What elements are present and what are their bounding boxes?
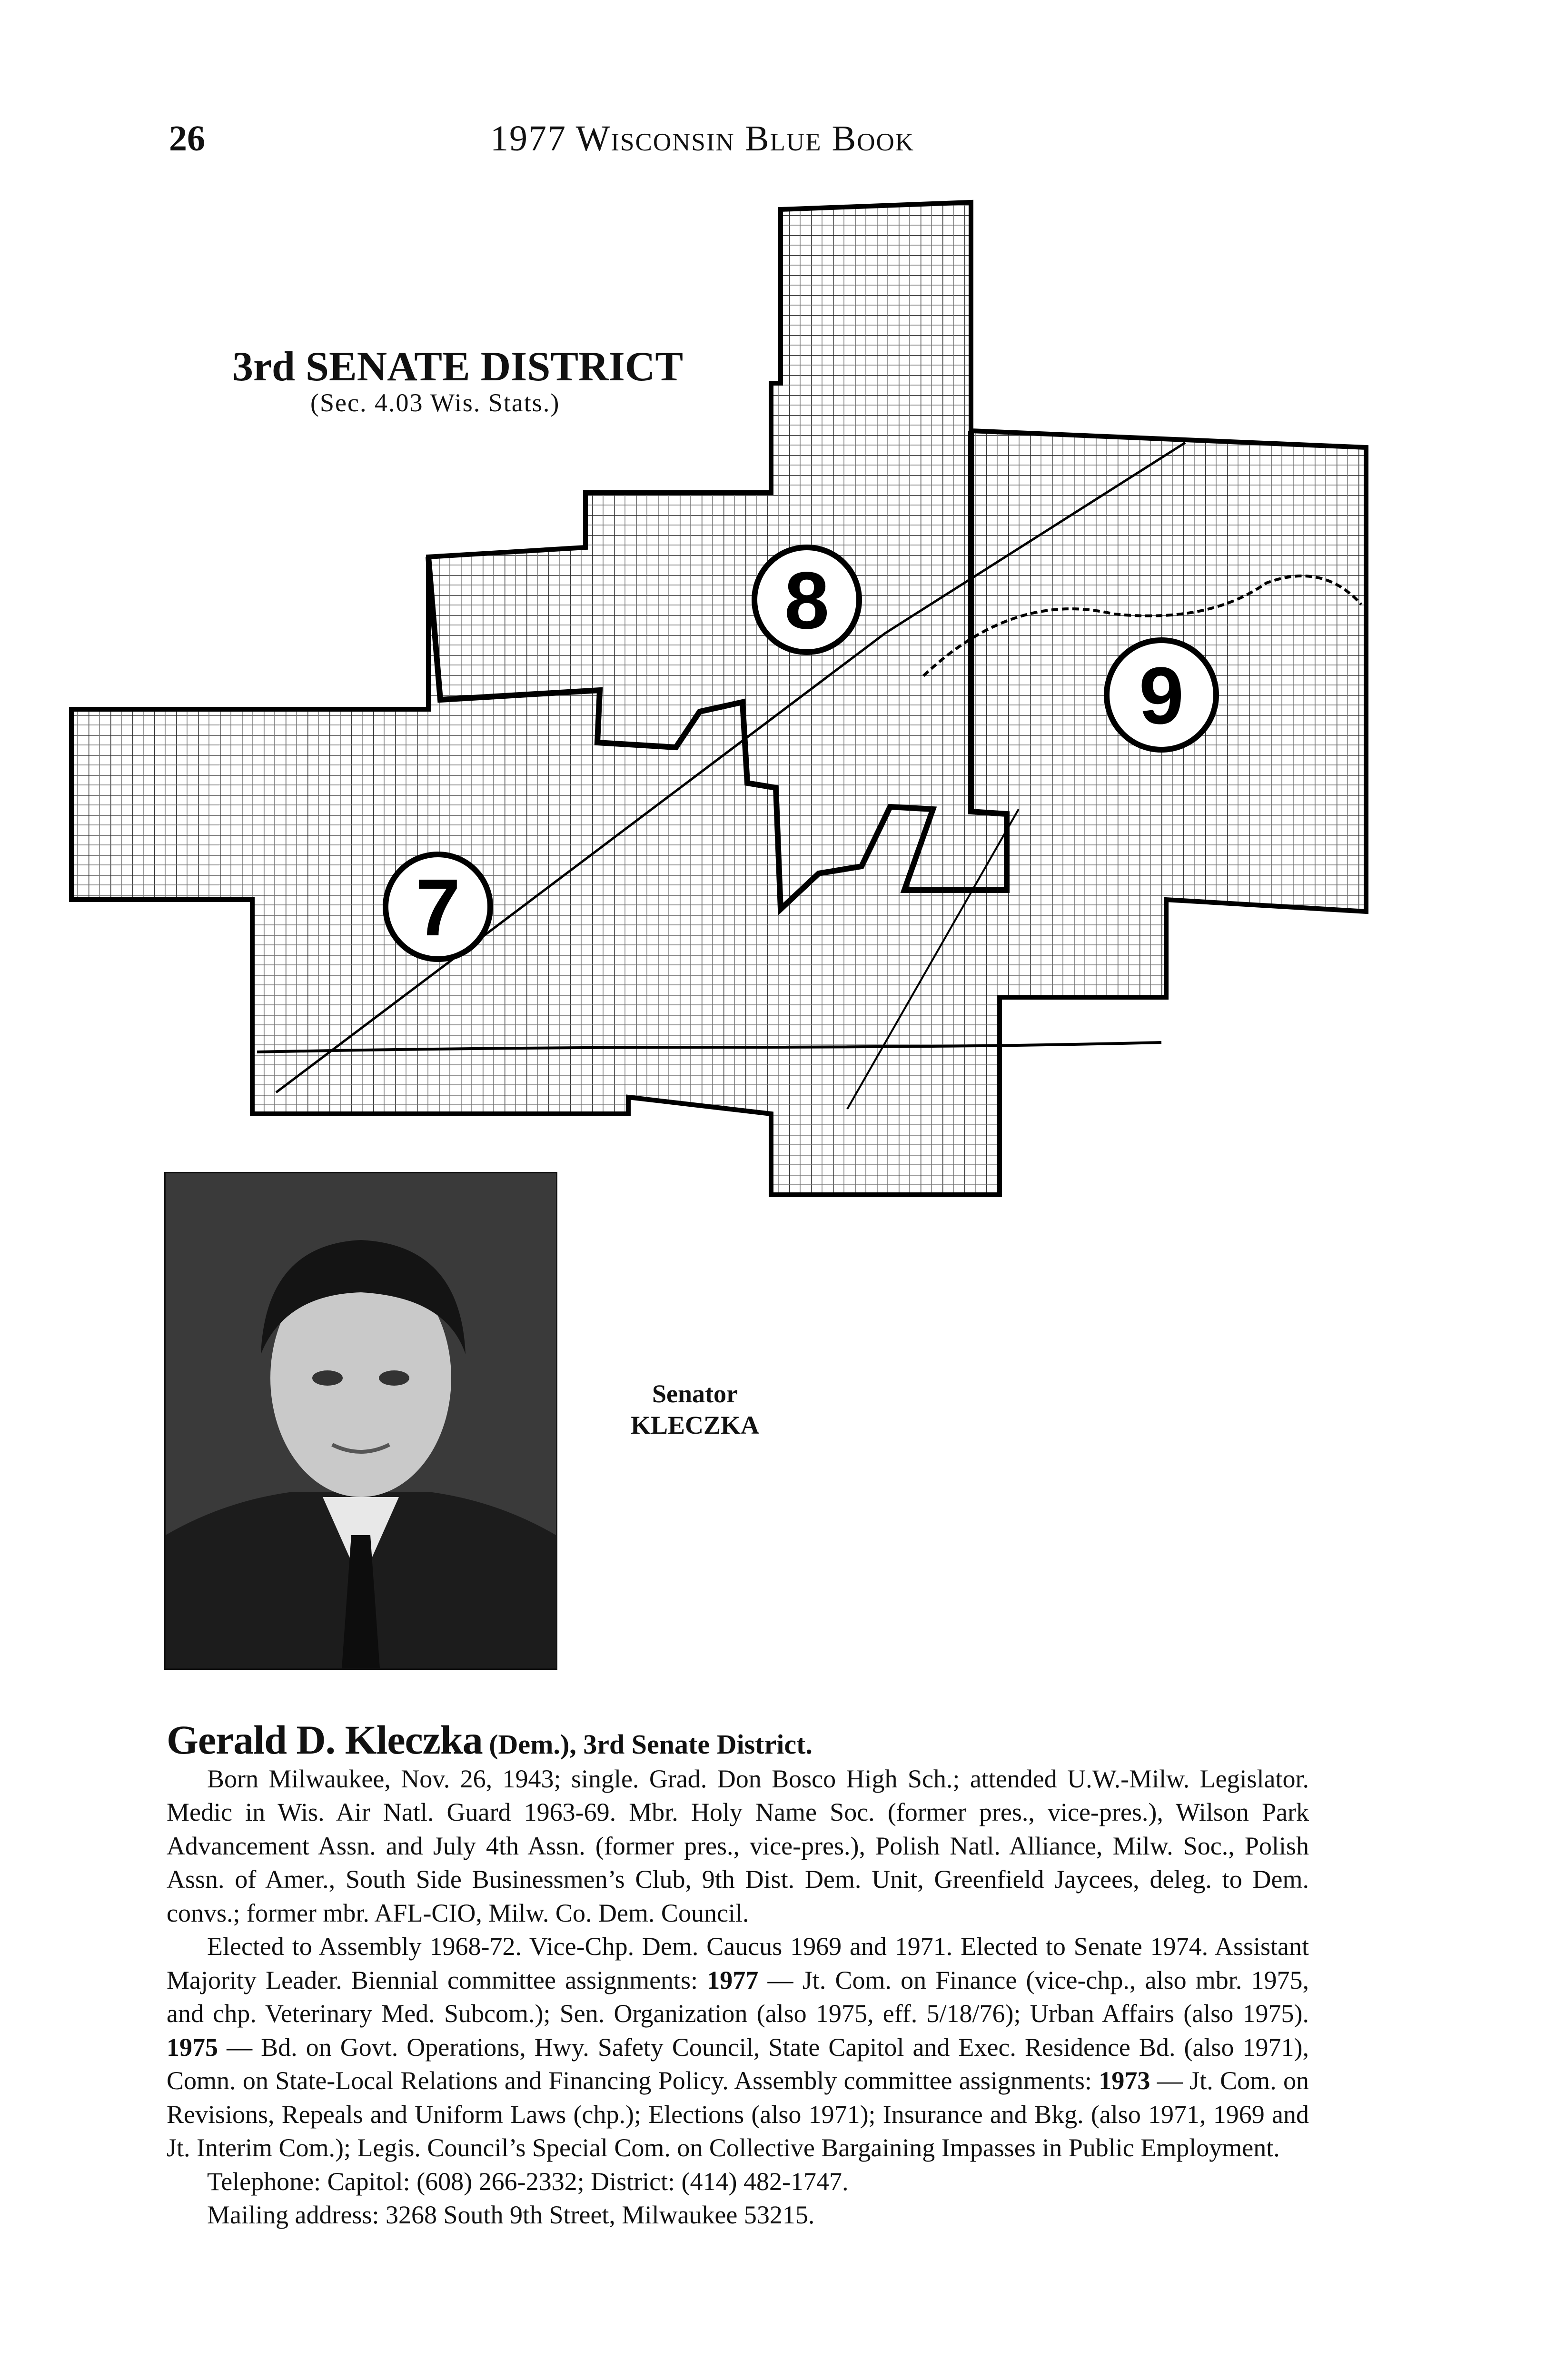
svg-text:8: 8	[784, 555, 830, 646]
bio-heading-line	[167, 1717, 1309, 1763]
biography	[167, 1717, 1309, 2232]
map-title: 3rd SENATE DISTRICT	[232, 344, 684, 390]
caption-name: KLECZKA	[630, 1411, 760, 1439]
photo-caption	[609, 1378, 781, 1441]
bio-name: Gerald D. Kleczka	[167, 1717, 483, 1763]
bio-mailing-address: Mailing address: 3268 South 9th Street, Milwaukee 53215.	[207, 2201, 815, 2229]
page-number: 26	[169, 119, 205, 159]
district-marker-7	[386, 854, 490, 959]
district-marker-8	[754, 547, 859, 652]
bio-paragraph-legislative: Elected to Assembly 1968-72. Vice-Chp. Dem. Caucus 1969 and 1971. Elected to Senate 1974. Assistant Majority Leader. Biennial committee assignments: 1977 — Jt. Com. on Finance (vice-chp., also mbr. 1975, and chp. Veterinary Med. Subcom.); Sen. Organization (also 1975, eff. 5/18/76); Urban Affairs (also 1975). 1975 — Bd. on Govt. Operations, Hwy. Safety Council, State Capitol and Exec. Residence Bd. (also 1971), Comn. on State-Local Relations and Financing Policy. Assembly committee assignments: 1973 — Jt. Com. on Revisions, Repeals and Uniform Laws (chp.); Elections (also 1971); Insurance and Bkg. (also 1971, 1969 and Jt. Interim Com.); Legis. Council’s Special Com. on Collective Bargaining Impasses in Public Employment.	[167, 1932, 1309, 2162]
svg-text:7: 7	[415, 863, 461, 953]
senator-portrait	[164, 1172, 557, 1670]
svg-text:9: 9	[1139, 651, 1184, 741]
bio-telephone: Telephone: Capitol: (608) 266-2332; District: (414) 482-1747.	[207, 2167, 849, 2196]
bio-paragraph-personal: Born Milwaukee, Nov. 26, 1943; single. Grad. Don Bosco High Sch.; attended U.W.-Milw. Legislator. Medic in Wis. Air Natl. Guard 1963-69. Mbr. Holy Name Soc. (former pres., vice-pres.), Wilson Park Advancement Assn. and July 4th Assn. (former pres., vice-pres.), Polish Natl. Alliance, Milw. Soc., Polish Assn. of Amer., South Side Businessmen’s Club, 9th Dist. Dem. Unit, Greenfield Jaycees, deleg. to Dem. convs.; former mbr. AFL-CIO, Milw. Co. Dem. Council.	[167, 1764, 1309, 1927]
district-marker-9	[1107, 640, 1216, 750]
caption-title: Senator	[652, 1379, 738, 1408]
map-subtitle: (Sec. 4.03 Wis. Stats.)	[310, 388, 560, 417]
running-head: 1977 Wisconsin Blue Book	[490, 119, 915, 159]
bio-party-district: (Dem.), 3rd Senate District.	[489, 1729, 813, 1760]
